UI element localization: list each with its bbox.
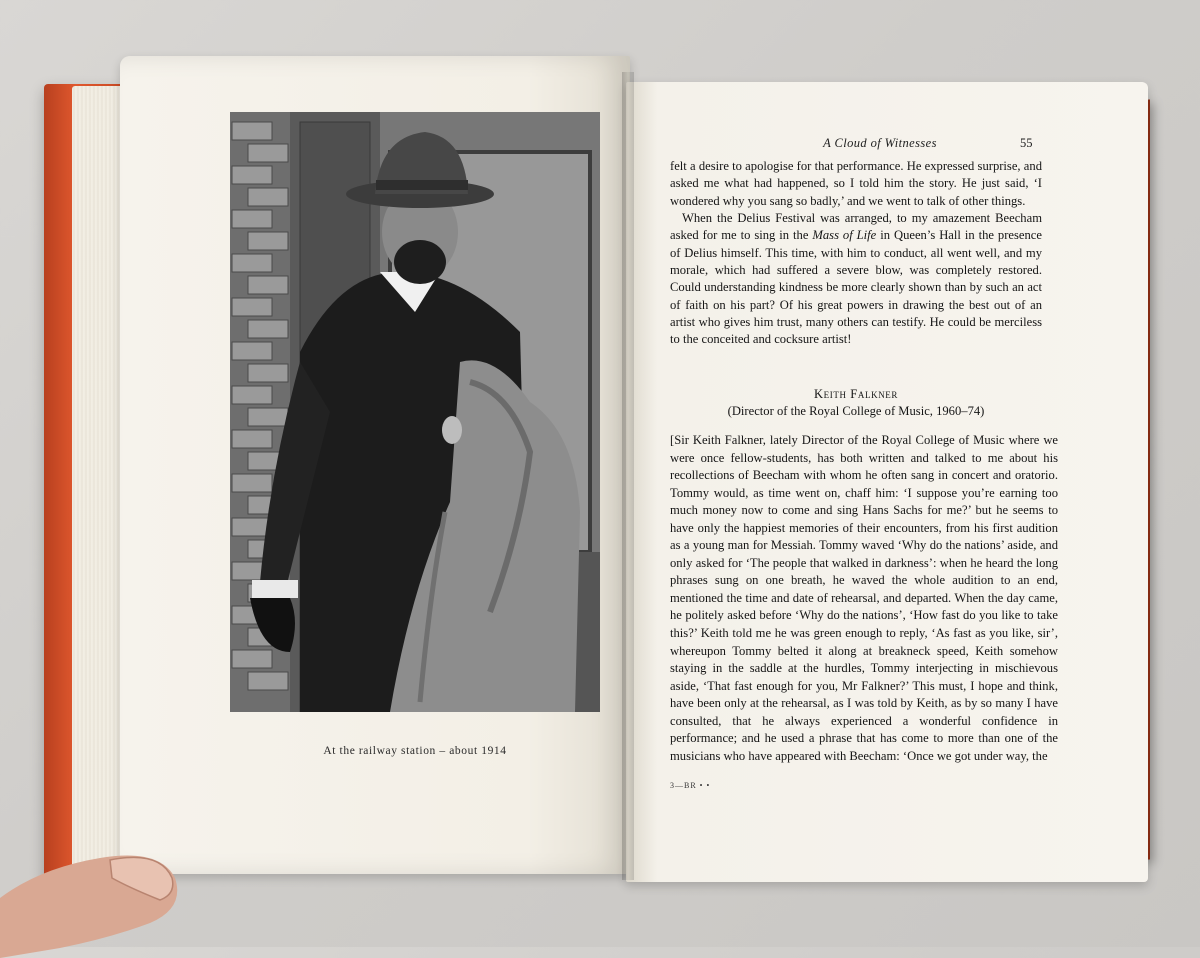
book-gutter (622, 72, 634, 880)
page-number: 55 (1020, 136, 1033, 150)
body-text-section (670, 432, 1058, 765)
italic-title: Mass of Life (812, 228, 877, 243)
thumb (0, 838, 190, 958)
body-text-top (670, 158, 1042, 349)
photograph-image (230, 112, 600, 712)
printer-signature: 3—BR • • (670, 781, 711, 790)
running-title: A Cloud of Witnesses (823, 136, 937, 150)
section-name: Keith Falkner (813, 387, 899, 401)
paragraph-1: felt a desire to apologise for that performance. He expressed surprise, and asked me what had happened, so I told him the story. He just said, ‘I wondered why you sang so badly,’ and we went to talk of other things. (670, 159, 1042, 208)
paragraph-2: When the Delius Festival was arranged, to my amazement Beecham asked for me to sing in the Mass of Life in Queen’s Hall in the presence of Delius himself. This time, with him to conduct, all went well, and my morale, which had suffered a severe blow, was completely restored. Could understanding kindness be more clearly shown than by such an act of faith on his part? Of his great powers in drawing the best out of an artist who gives him trust, many others can testify. He could be merciless to the conceited and cocksure artist! (670, 211, 1042, 347)
photo-caption: At the railway station – about 1914 (323, 745, 507, 757)
vintage-photograph (230, 112, 600, 712)
section-subtitle: (Director of the Royal College of Music, 1960–74) (727, 404, 985, 418)
section-heading (670, 386, 1042, 420)
section-paragraph: [Sir Keith Falkner, lately Director of the Royal College of Music where we were once fellow-students, has both written and talked to me about his recollections of Beecham with whom he often sang in concert and oratorio. Tommy would, as time went on, chaff him: ‘I suppose you’re earning too much money now to come and sing Hans Sachs for me?’ but he seems to have only the happiest memories of their encounters, from his first audition as a young man for Messiah. Tommy waved ‘Why do the nations’ aside, and only asked for ‘The people that walked in darkness’: when he heard the long phrases sung on one breath, he waved the whole audition to an end, mentioned the time and date of rehearsal, and departed. When the day came, he politely asked before ‘Why do the nations’, ‘How fast do you like to take this?’ Keith told me he was green enough to reply, ‘As fast as you like, sir’, whereupon Tommy belted it along at breakneck speed, Keith somehow staying in the saddle at the hurdles, Tommy interjecting in mischievous aside, ‘That fast enough for you, Mr Falkner?’ This must, I hope and think, have been only at the rehearsal, as I was told by Keith, as by so many I have consulted, that he always experienced a wonderful confidence in performance; and he used a phrase that has come to more than one of the musicians who have appeared with Beecham: ‘Once we got under way, the (670, 433, 1058, 763)
